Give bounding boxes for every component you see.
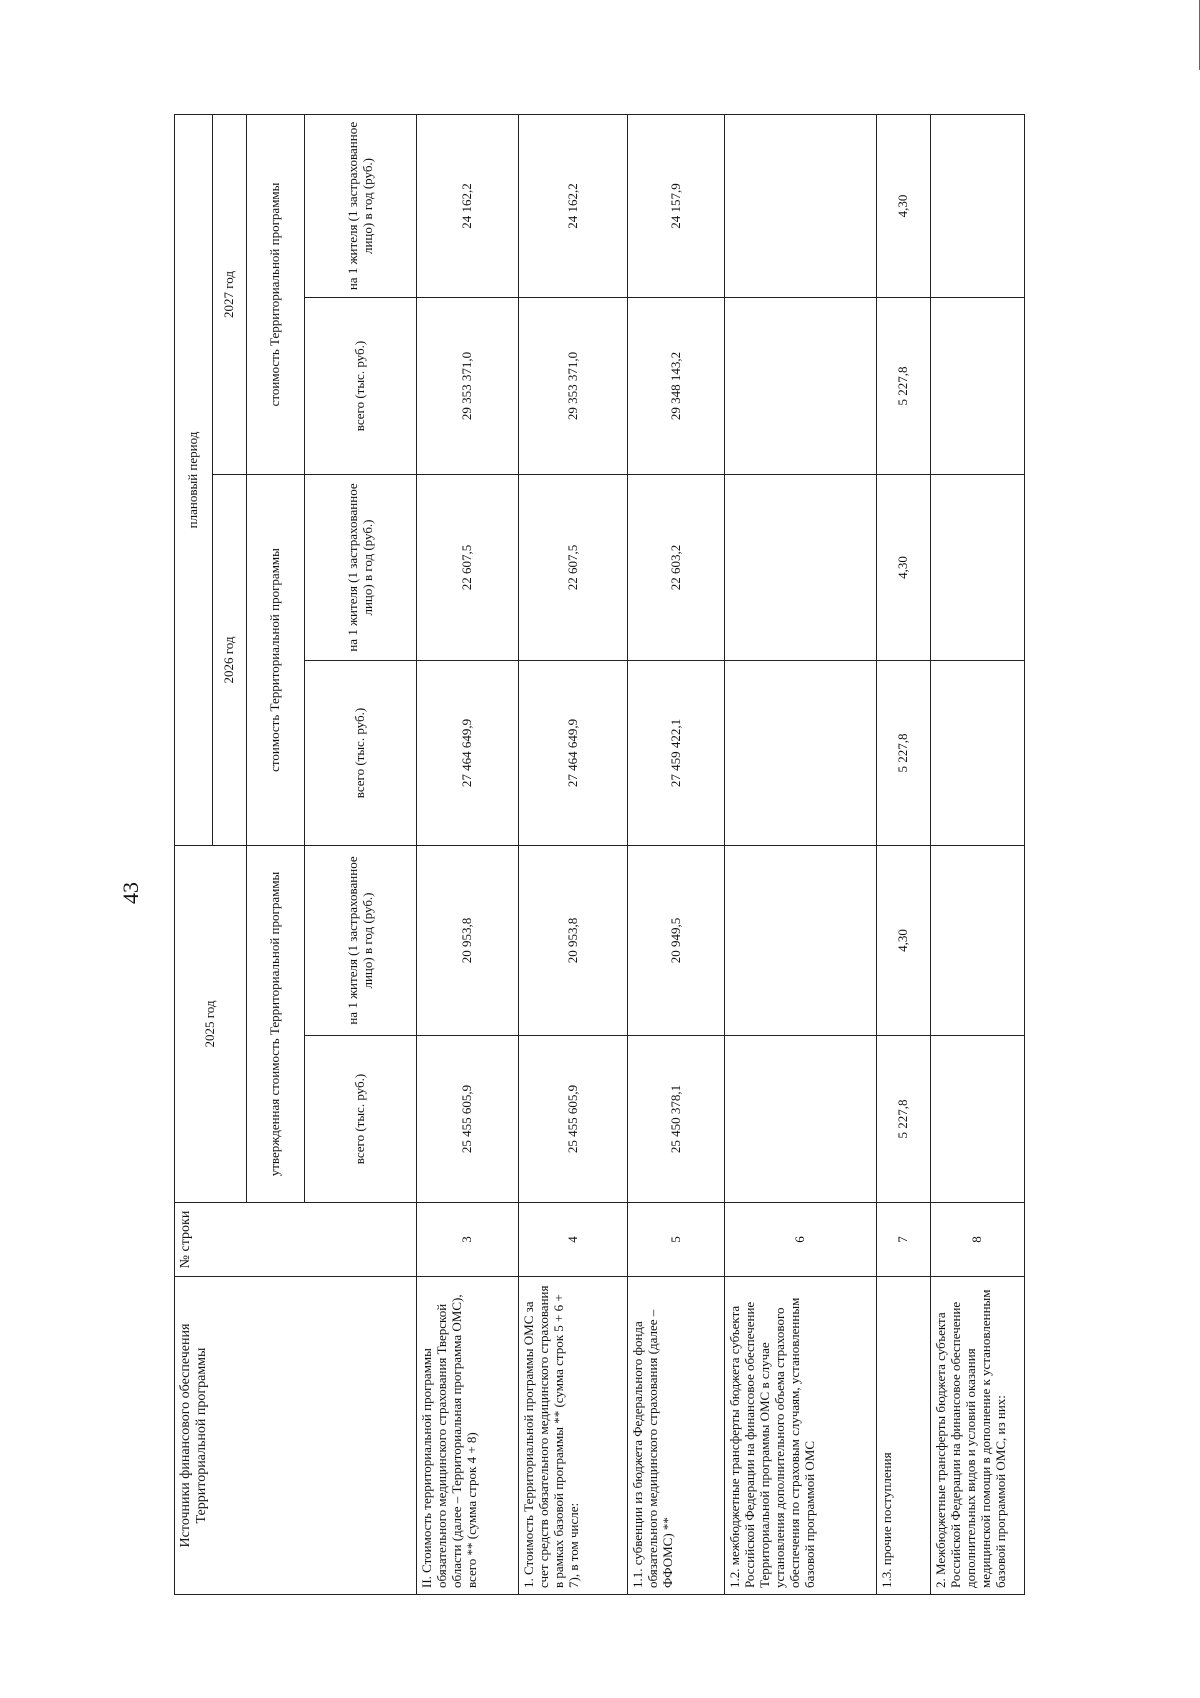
cell-per-2026 (725, 475, 877, 661)
cell-total-2027: 29 353 371,0 (519, 298, 628, 475)
header-year-2026: 2026 год (213, 475, 247, 846)
table-row (628, 115, 725, 1595)
header-cost-2027: стоимость Территориальной программы (247, 115, 305, 475)
cell-total-2026 (931, 661, 1025, 846)
header-per-resident-2026: на 1 жителя (1 застрахованное лицо) в год (руб.) (305, 475, 417, 661)
table-row (417, 115, 519, 1595)
cell-total-2026 (725, 661, 877, 846)
cell-total-2025 (725, 1036, 877, 1203)
header-year-2025: 2025 год (175, 846, 247, 1203)
row-number: 5 (628, 1203, 725, 1277)
financing-table (174, 114, 1025, 1595)
rotated-table-container (174, 115, 1024, 1595)
cell-per-2025: 4,30 (877, 846, 931, 1036)
cell-total-2026: 27 459 422,1 (628, 661, 725, 846)
header-total-2026: всего (тыс. руб.) (305, 661, 417, 846)
table-row (725, 115, 877, 1595)
row-number: 7 (877, 1203, 931, 1277)
cell-total-2025 (931, 1036, 1025, 1203)
cell-total-2027: 5 227,8 (877, 298, 931, 475)
header-per-resident-2025: на 1 жителя (1 застрахованное лицо) в год (руб.) (305, 846, 417, 1036)
header-row-number: № строки (175, 1203, 417, 1277)
row-label: 1.1. субвенции из бюджета Федерального фонда обязательного медицинского страхования (далее – ФФОМС) ** (628, 1277, 725, 1595)
header-source: Источники финансового обеспечения Территориальной программы (175, 1277, 417, 1595)
table-header (175, 115, 417, 1595)
cell-total-2025: 5 227,8 (877, 1036, 931, 1203)
cell-total-2027: 29 348 143,2 (628, 298, 725, 475)
header-per-resident-2027: на 1 жителя (1 застрахованное лицо) в год (руб.) (305, 115, 417, 298)
row-label: 1.3. прочие поступления (877, 1277, 931, 1595)
page-number-wrap (120, 880, 142, 906)
cell-per-2025: 20 949,5 (628, 846, 725, 1036)
row-label: II. Стоимость территориальной программы обязательного медицинского страхования Тверской области (далее – Территориальная программа ОМС), всего ** (сумма строк 4 + 8) (417, 1277, 519, 1595)
row-label: 2. Межбюджетные трансферты бюджета субъекта Российской Федерации на финансовое обеспечение дополнительных видов и условий оказания медицинской помощи в дополнение к установленным базовой программой ОМС, из них: (931, 1277, 1025, 1595)
cell-per-2026: 22 607,5 (417, 475, 519, 661)
cell-per-2027: 4,30 (877, 115, 931, 298)
cell-per-2027 (931, 115, 1025, 298)
row-label: 1. Стоимость Территориальной программы ОМС за счет средств обязательного медицинского страхования в рамках базовой программы ** (сумма строк 5 + 6 + 7), в том числе: (519, 1277, 628, 1595)
table-row (877, 115, 931, 1595)
cell-per-2026: 4,30 (877, 475, 931, 661)
cell-per-2027: 24 162,2 (519, 115, 628, 298)
cell-per-2026: 22 607,5 (519, 475, 628, 661)
header-year-2027: 2027 год (213, 115, 247, 475)
header-total-2025: всего (тыс. руб.) (305, 1036, 417, 1203)
cell-total-2026: 27 464 649,9 (417, 661, 519, 846)
header-planned-period: плановый период (175, 115, 213, 846)
row-number: 8 (931, 1203, 1025, 1277)
cell-per-2026: 22 603,2 (628, 475, 725, 661)
cell-per-2025: 20 953,8 (417, 846, 519, 1036)
cell-total-2025: 25 450 378,1 (628, 1036, 725, 1203)
page-number: 43 (118, 882, 143, 904)
cell-per-2025: 20 953,8 (519, 846, 628, 1036)
table-row (519, 115, 628, 1595)
cell-per-2027 (725, 115, 877, 298)
row-number: 4 (519, 1203, 628, 1277)
header-cost-2026: стоимость Территориальной программы (247, 475, 305, 846)
row-label: 1.2. межбюджетные трансферты бюджета субъекта Российской Федерации на финансовое обеспечение Территориальной программы ОМС в случае установления дополнительного объема страхового обеспечения по страховым случаям, установленным базовой программой ОМС (725, 1277, 877, 1595)
cell-per-2025 (931, 846, 1025, 1036)
cell-total-2025: 25 455 605,9 (519, 1036, 628, 1203)
header-approved-cost: утвержденная стоимость Территориальной программы (247, 846, 305, 1203)
header-total-2027: всего (тыс. руб.) (305, 298, 417, 475)
cell-total-2027 (725, 298, 877, 475)
cell-total-2027: 29 353 371,0 (417, 298, 519, 475)
table-body (417, 115, 1025, 1595)
cell-total-2026: 5 227,8 (877, 661, 931, 846)
cell-per-2025 (725, 846, 877, 1036)
cell-total-2027 (931, 298, 1025, 475)
cell-per-2026 (931, 475, 1025, 661)
cell-per-2027: 24 157,9 (628, 115, 725, 298)
cell-total-2025: 25 455 605,9 (417, 1036, 519, 1203)
table-row (931, 115, 1025, 1595)
row-number: 6 (725, 1203, 877, 1277)
cell-total-2026: 27 464 649,9 (519, 661, 628, 846)
row-number: 3 (417, 1203, 519, 1277)
cell-per-2027: 24 162,2 (417, 115, 519, 298)
